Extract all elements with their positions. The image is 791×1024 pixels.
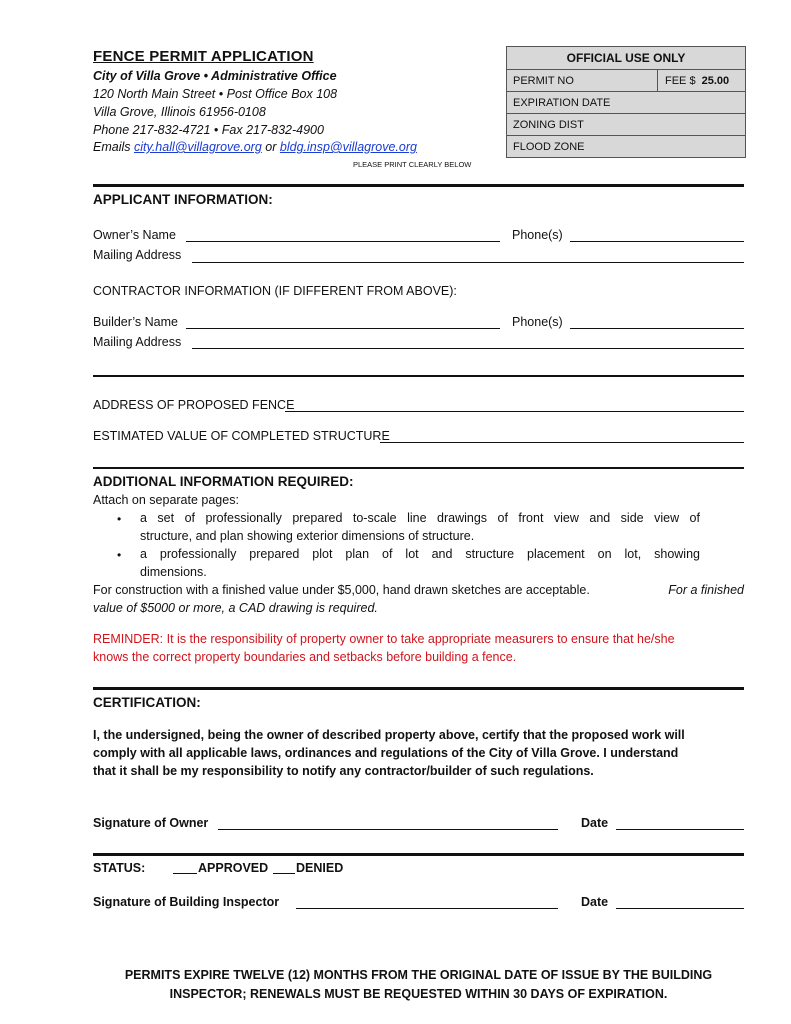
form-title: FENCE PERMIT APPLICATION: [93, 48, 314, 65]
print-note: PLEASE PRINT CLEARLY BELOW: [353, 160, 472, 169]
sketch-note-italic-1: For a finished: [668, 583, 744, 597]
approved-checkline[interactable]: [173, 861, 197, 874]
owner-signature-label: Signature of Owner: [93, 816, 209, 830]
builders-name-label: Builder’s Name: [93, 315, 178, 329]
fee-label: FEE $: [665, 74, 696, 87]
bullet-2-line-2: dimensions.: [140, 565, 207, 579]
emails-line: [93, 140, 417, 154]
official-use-box: [506, 46, 746, 158]
reminder-line-1: [93, 632, 675, 646]
or-text: or: [265, 140, 277, 154]
owner-date-label: Date: [581, 816, 609, 830]
owners-name-field[interactable]: [186, 229, 500, 242]
section-divider: [93, 687, 744, 690]
section-divider: [93, 853, 744, 856]
denied-checkline[interactable]: [273, 861, 295, 874]
denied-label: DENIED: [296, 861, 344, 875]
proposed-fence-address-field[interactable]: [285, 399, 744, 412]
estimated-value-field[interactable]: [380, 430, 744, 443]
owner-signature-field[interactable]: [218, 817, 558, 830]
inspector-signature-field[interactable]: [296, 896, 558, 909]
section-divider: [93, 467, 744, 469]
owners-name-label: Owner’s Name: [93, 228, 176, 242]
attach-instruction: Attach on separate pages:: [93, 493, 239, 507]
owner-phone-label: Phone(s): [512, 228, 563, 242]
builders-name-field[interactable]: [186, 316, 500, 329]
contractor-heading: CONTRACTOR INFORMATION (IF DIFFERENT FROM ABOVE):: [93, 284, 457, 298]
builder-mailing-address-field[interactable]: [192, 336, 744, 349]
certification-line-3: that it shall be my responsibility to notify any contractor/builder of such regulations.: [93, 764, 594, 778]
address-line-2: Villa Grove, Illinois 61956-0108: [93, 105, 266, 119]
footer-line-1: PERMITS EXPIRE TWELVE (12) MONTHS FROM THE ORIGINAL DATE OF ISSUE BY THE BUILDING: [124, 968, 713, 982]
flood-zone-field: FLOOD ZONE: [507, 135, 745, 157]
office-name: City of Villa Grove • Administrative Office: [93, 69, 337, 83]
reminder-line-2: knows the correct property boundaries and setbacks before building a fence.: [93, 650, 517, 664]
inspector-signature-label: Signature of Building Inspector: [93, 895, 280, 909]
email-building-inspector-link[interactable]: bldg.insp@villagrove.org: [279, 140, 417, 154]
reminder-label: REMINDER:: [93, 632, 164, 646]
owner-phone-field[interactable]: [570, 229, 744, 242]
zoning-dist-field: ZONING DIST: [507, 113, 745, 135]
status-label: STATUS:: [93, 861, 146, 875]
estimated-value-label: ESTIMATED VALUE OF COMPLETED STRUCTURE: [93, 429, 390, 443]
owner-date-field[interactable]: [616, 817, 744, 830]
bullet-1-line-2: structure, and plan showing exterior dimensions of structure.: [140, 529, 475, 543]
reminder-text-1: It is the responsibility of property owner to take appropriate measurers to ensure that he/she: [166, 632, 675, 646]
permit-fee-row: [507, 69, 745, 91]
bullet-2-line-1: a professionally prepared plot plan of lot and structure placement on lot, showing: [140, 547, 700, 561]
email-city-hall-link[interactable]: city.hall@villagrove.org: [134, 140, 262, 154]
proposed-fence-address-label: ADDRESS OF PROPOSED FENCE: [93, 398, 295, 412]
fee-cell: [658, 75, 745, 87]
bullet-marker: •: [117, 548, 122, 562]
section-divider: [93, 375, 744, 377]
owner-mailing-address-label: Mailing Address: [93, 248, 182, 262]
fee-value: 25.00: [701, 74, 730, 87]
permit-no-label: PERMIT NO: [507, 70, 658, 91]
emails-label: Emails: [93, 140, 131, 154]
bullet-1-line-1: a set of professionally prepared to-scale line drawings of front view and side view of: [140, 511, 700, 525]
builder-phone-field[interactable]: [570, 316, 744, 329]
section-divider: [93, 184, 744, 187]
additional-info-heading: ADDITIONAL INFORMATION REQUIRED:: [93, 474, 354, 489]
expiration-date-field: EXPIRATION DATE: [507, 91, 745, 113]
footer-line-2: INSPECTOR; RENEWALS MUST BE REQUESTED WITHIN 30 DAYS OF EXPIRATION.: [169, 987, 668, 1001]
certification-heading: CERTIFICATION:: [93, 695, 201, 710]
applicant-heading: APPLICANT INFORMATION:: [93, 192, 273, 207]
owner-mailing-address-field[interactable]: [192, 250, 744, 263]
sketch-note-italic-2: value of $5000 or more, a CAD drawing is required.: [93, 601, 378, 615]
builder-mailing-address-label: Mailing Address: [93, 335, 182, 349]
sketch-note-line-1: [93, 583, 744, 597]
inspector-date-field[interactable]: [616, 896, 744, 909]
certification-line-1: I, the undersigned, being the owner of described property above, certify that the proposed work will: [93, 728, 685, 742]
phone-fax: Phone 217-832-4721 • Fax 217-832-4900: [93, 123, 324, 137]
address-line-1: 120 North Main Street • Post Office Box 108: [93, 87, 338, 101]
builder-phone-label: Phone(s): [512, 315, 563, 329]
inspector-date-label: Date: [581, 895, 609, 909]
approved-label: APPROVED: [198, 861, 269, 875]
official-use-title: OFFICIAL USE ONLY: [566, 51, 686, 65]
certification-line-2: comply with all applicable laws, ordinances and regulations of the City of Villa Grove. I understand: [93, 746, 679, 760]
sketch-note-plain: For construction with a finished value under $5,000, hand drawn sketches are acceptable.: [93, 583, 590, 597]
bullet-marker: •: [117, 512, 122, 526]
